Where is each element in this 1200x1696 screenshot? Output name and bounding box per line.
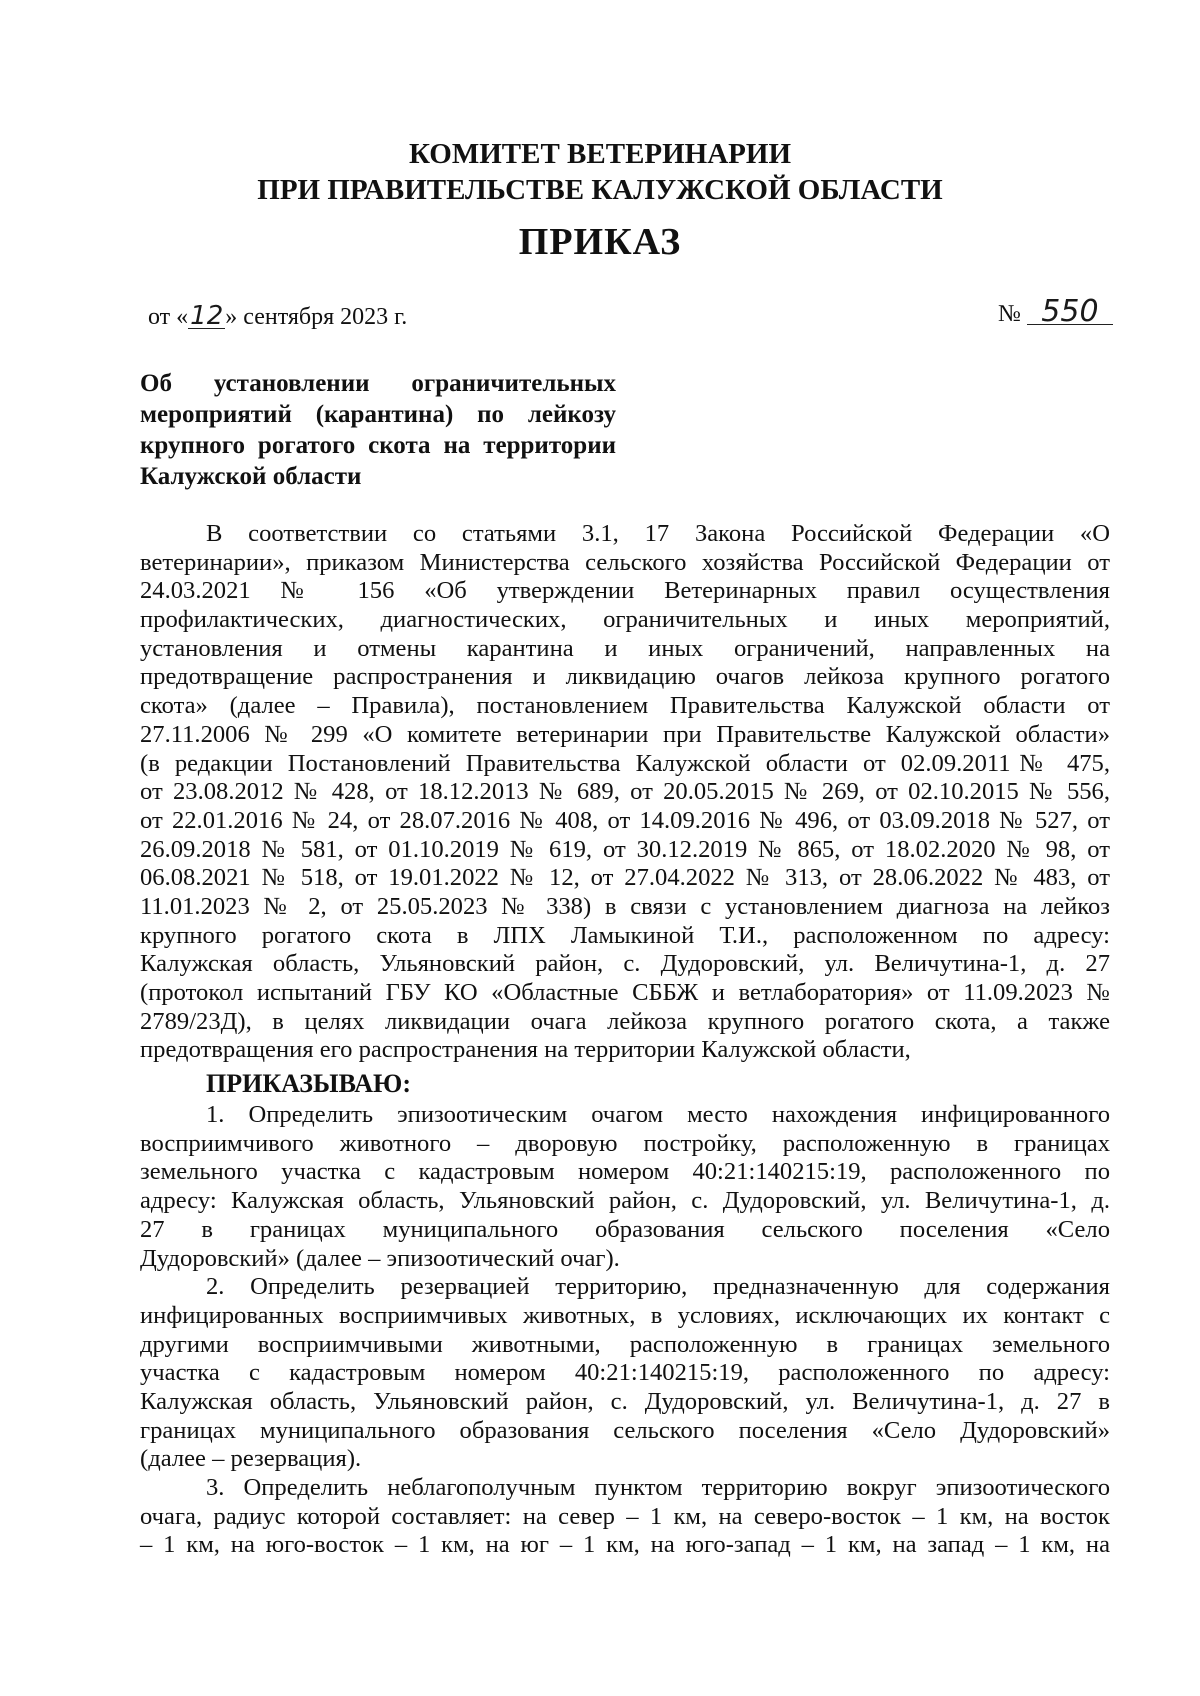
item2-line: Калужская область, Ульяновский район, с. Дудоровский, ул. Величутина-1, д. 27 в — [140, 1387, 1110, 1415]
preamble-line: от 22.01.2016 № 24, от 28.07.2016 № 408, от 14.09.2016 № 496, от 03.09.2018 № 527, от — [140, 806, 1110, 834]
preamble-line: Калужская область, Ульяновский район, с. Дудоровский, ул. Величутина-1, д. 27 — [140, 950, 1110, 978]
subject-line: крупного рогатого скота на территории — [140, 432, 616, 459]
item2-line: участка с кадастровым номером 40:21:140215:19, расположенного по адресу: — [140, 1359, 1110, 1387]
item3-line: 3. Определить неблагополучным пунктом территорию вокруг эпизоотического — [206, 1474, 1110, 1501]
item2-line: другими восприимчивыми животными, расположенную в границах земельного — [140, 1330, 1110, 1358]
order-directive-word: ПРИКАЗЫВАЮ: — [206, 1069, 411, 1099]
preamble-line: 26.09.2018 № 581, от 01.10.2019 № 619, от 30.12.2019 № 865, от 18.02.2020 № 98, от — [140, 835, 1110, 863]
date-prefix: от « — [148, 304, 189, 330]
number-sign: № — [998, 301, 1021, 327]
item2-line: 2. Определить резервацией территорию, предназначенную для содержания — [206, 1273, 1110, 1301]
preamble-line: крупного рогатого скота в ЛПХ Ламыкиной Т.И., расположенном по адресу: — [140, 921, 1110, 949]
preamble-line: 2789/23Д), в целях ликвидации очага лейкоза крупного рогатого скота, а также — [140, 1007, 1110, 1035]
preamble-line: установления и отмены карантина и иных ограничений, направленных на — [140, 634, 1110, 662]
order-subject — [140, 368, 616, 492]
item3-line: – 1 км, на юго-восток – 1 км, на юг – 1 км, на юго-запад – 1 км, на запад – 1 км, на — [140, 1531, 1110, 1559]
item1-line: земельного участка с кадастровым номером 40:21:140215:19, расположенного по — [140, 1158, 1110, 1186]
handwritten-day: 12 — [190, 301, 224, 331]
preamble-line: скота» (далее – Правила), постановлением Правительства Калужской области от — [140, 692, 1110, 720]
subject-line: Об установлении ограничительных — [140, 370, 616, 397]
preamble-line: от 23.08.2012 № 428, от 18.12.2013 № 689, от 20.05.2015 № 269, от 02.10.2015 № 556, — [140, 778, 1110, 806]
order-body — [140, 520, 1110, 1560]
handwritten-order-number: 550 — [1027, 300, 1113, 325]
item3-line: очага, радиус которой составляет: на север – 1 км, на северо-восток – 1 км, на восток — [140, 1502, 1110, 1530]
organization-name-line1: КОМИТЕТ ВЕТЕРИНАРИИ — [408, 138, 792, 170]
preamble-line: предотвращение распространения и ликвидацию очагов лейкоза крупного рогатого — [140, 663, 1110, 691]
subject-line: мероприятий (карантина) по лейкозу — [140, 401, 616, 428]
item2-line: инфицированных восприимчивых животных, в условиях, исключающих их контакт с — [140, 1301, 1110, 1329]
preamble-line: В соответствии со статьями 3.1, 17 Закона Российской Федерации «О — [206, 520, 1110, 547]
preamble-line: 11.01.2023 № 2, от 25.05.2023 № 338) в связи с установлением диагноза на лейкоз — [140, 892, 1110, 920]
item1-line: 27 в границах муниципального образования сельского поселения «Село — [140, 1215, 1110, 1243]
order-number — [998, 294, 1113, 329]
item2-line: границах муниципального образования сельского поселения «Село Дудоровский» — [140, 1416, 1110, 1444]
subject-line: Калужской области — [140, 463, 362, 490]
preamble-line: профилактических, диагностических, ограничительных и иных мероприятий, — [140, 606, 1110, 634]
organization-name-line2: ПРИ ПРАВИТЕЛЬСТВЕ КАЛУЖСКОЙ ОБЛАСТИ — [257, 174, 943, 206]
document-type-title: ПРИКАЗ — [518, 221, 682, 263]
order-item-3 — [140, 1474, 1110, 1560]
order-date — [148, 301, 408, 331]
item2-line: (далее – резервация). — [140, 1445, 362, 1473]
preamble-line: 27.11.2006 № 299 «О комитете ветеринарии при Правительстве Калужской области» — [140, 720, 1110, 748]
preamble-line: предотвращения его распространения на территории Калужской области, — [140, 1036, 911, 1064]
item1-line: 1. Определить эпизоотическим очагом место нахождения инфицированного — [206, 1101, 1110, 1129]
date-suffix: » сентября 2023 г. — [225, 304, 408, 330]
preamble-paragraph — [140, 520, 1110, 1065]
preamble-line: 06.08.2021 № 518, от 19.01.2022 № 12, от 27.04.2022 № 313, от 28.06.2022 № 483, от — [140, 864, 1110, 892]
order-item-1 — [140, 1101, 1110, 1273]
item1-line: восприимчивого животного – дворовую постройку, расположенную в границах — [140, 1129, 1110, 1157]
item1-line: Дудоровский» (далее – эпизоотический очаг). — [140, 1244, 620, 1272]
item1-line: адресу: Калужская область, Ульяновский район, с. Дудоровский, ул. Величутина-1, д. — [140, 1187, 1110, 1215]
preamble-line: ветеринарии», приказом Министерства сельского хозяйства Российской Федерации от — [140, 548, 1110, 576]
preamble-line: 24.03.2021 № 156 «Об утверждении Ветеринарных правил осуществления — [140, 577, 1110, 605]
preamble-line: (протокол испытаний ГБУ КО «Областные СББЖ и ветлаборатория» от 11.09.2023 № — [140, 979, 1110, 1006]
order-item-2 — [140, 1273, 1110, 1474]
preamble-line: (в редакции Постановлений Правительства Калужской области от 02.09.2011№ 475, — [140, 749, 1110, 777]
